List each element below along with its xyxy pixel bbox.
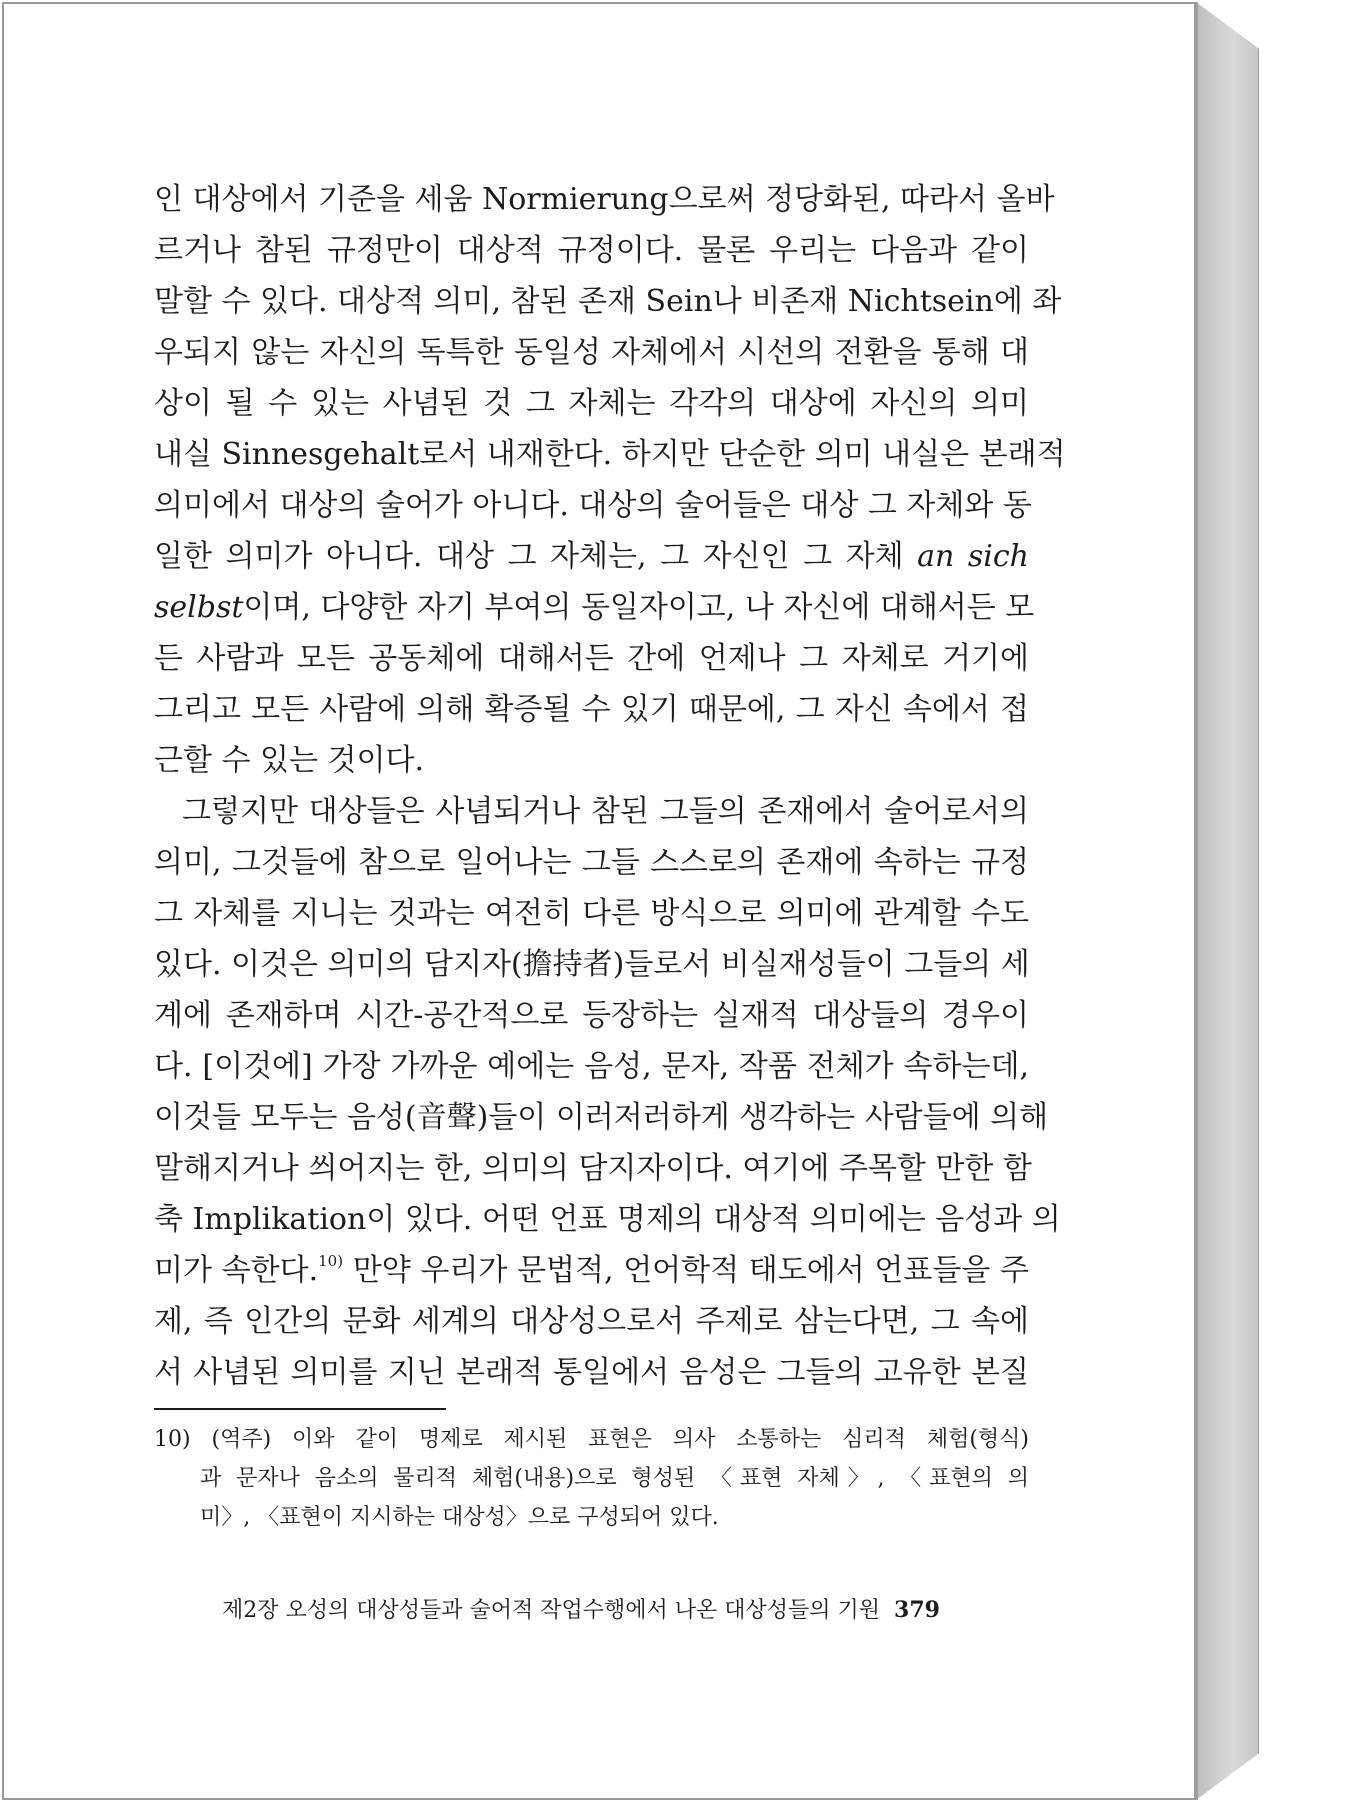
body-line: 르거나 참된 규정만이 대상적 규정이다. 물론 우리는 다음과 같이 — [154, 233, 1029, 268]
footnote-line: 10) (역주) 이와 같이 명제로 제시된 표현은 의사 소통하는 심리적 체험(형식) — [154, 1427, 1029, 1452]
chapter-title: 제2장 오성의 대상성들과 술어적 작업수행에서 나온 대상성들의 기원 — [222, 1598, 881, 1623]
footnote-separator-rule — [154, 1408, 446, 1410]
footnote — [154, 1420, 1029, 1537]
body-line: 있다. 이것은 의미의 담지자(擔持者)들로서 비실재성들이 그들의 세 — [154, 947, 1030, 982]
paragraph-first-line: 그렇지만 대상들은 사념되거나 참된 그들의 존재에서 술어로서의 — [182, 794, 1029, 829]
body-line-with-italic — [154, 582, 1035, 633]
body-text-span: 만약 우리가 문법적, 언어학적 태도에서 언표들을 주 — [343, 1253, 1029, 1288]
body-line: 제, 즉 인간의 문화 세계의 대상성으로서 주제로 삼는다면, 그 속에 — [154, 1304, 1029, 1339]
italic-term: selbst — [154, 590, 244, 625]
body-line: 상이 될 수 있는 사념된 것 그 자체는 각각의 대상에 자신의 의미 — [154, 386, 1029, 421]
body-line: 다. [이것에] 가장 가까운 예에는 음성, 문자, 작품 전체가 속하는데, — [154, 1049, 1029, 1084]
body-line: 든 사람과 모든 공동체에 대해서든 간에 언제나 그 자체로 거기에 — [154, 641, 1029, 676]
footnote-line: 미〉, 〈표현이 지시하는 대상성〉으로 구성되어 있다. — [200, 1505, 719, 1530]
body-line: 의미, 그것들에 참으로 일어나는 그들 스스로의 존재에 속하는 규정 — [154, 845, 1029, 880]
running-footer — [222, 1593, 1002, 1624]
body-line: 그 자체를 지니는 것과는 여전히 다른 방식으로 의미에 관계할 수도 — [154, 896, 1029, 931]
body-text-span: 이며, 다양한 자기 부여의 동일자이고, 나 자신에 대해서든 모 — [243, 590, 1035, 625]
body-line: 인 대상에서 기준을 세움 Normierung으로써 정당화된, 따라서 올바 — [154, 182, 1055, 217]
book-spine-edge — [1196, 2, 1259, 1800]
body-line: 내실 Sinnesgehalt로서 내재한다. 하지만 단순한 의미 내실은 본래적 — [154, 437, 1066, 472]
body-line: 의미에서 대상의 술어가 아니다. 대상의 술어들은 대상 그 자체와 동 — [154, 488, 1032, 523]
body-text-span: 일한 의미가 아니다. 대상 그 자체는, 그 자신인 그 자체 — [154, 539, 918, 574]
page-number: 379 — [894, 1597, 940, 1623]
italic-term: an sich — [917, 539, 1030, 574]
body-line: 그리고 모든 사람에 의해 확증될 수 있기 때문에, 그 자신 속에서 접 — [154, 692, 1029, 727]
body-line-with-footnote-ref — [154, 1245, 1029, 1296]
body-text-span: 미가 속한다. — [154, 1253, 319, 1288]
body-line: 우되지 않는 자신의 독특한 동일성 자체에서 시선의 전환을 통해 대 — [154, 335, 1029, 370]
footnote-reference: 10) — [318, 1252, 344, 1270]
body-line: 서 사념된 의미를 지닌 본래적 통일에서 음성은 그들의 고유한 본질 — [154, 1355, 1029, 1390]
body-line-with-italic — [154, 531, 1029, 582]
body-line: 축 Implikation이 있다. 어떤 언표 명제의 대상적 의미에는 음성과 의 — [154, 1202, 1061, 1237]
body-line: 이것들 모두는 음성(音聲)들이 이러저러하게 생각하는 사람들에 의해 — [154, 1100, 1049, 1135]
spine-divider — [1196, 2, 1198, 1800]
body-line: 말해지거나 씌어지는 한, 의미의 담지자이다. 여기에 주목할 만한 함 — [154, 1151, 1032, 1186]
body-text — [154, 174, 1066, 1398]
body-line: 근할 수 있는 것이다. — [154, 743, 424, 778]
body-line: 말할 수 있다. 대상적 의미, 참된 존재 Sein나 비존재 Nichtsein에 좌 — [154, 284, 1062, 319]
footnote-line: 과 문자나 음소의 물리적 체험(내용)으로 형성된 〈표현 자체〉, 〈표현의 의 — [200, 1466, 1029, 1491]
body-line: 계에 존재하며 시간-공간적으로 등장하는 실재적 대상들의 경우이 — [154, 998, 1029, 1033]
